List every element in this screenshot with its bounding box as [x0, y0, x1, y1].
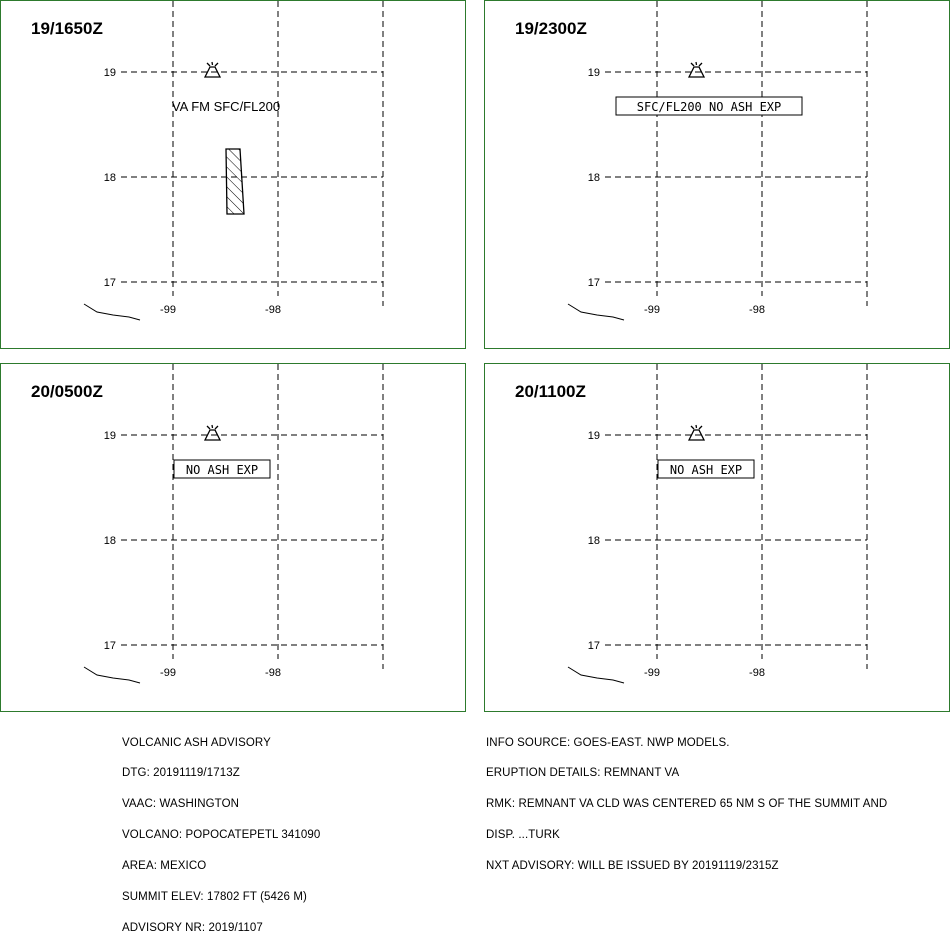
panel-2 [484, 0, 950, 349]
coastline [568, 667, 624, 683]
advisory-line: NXT ADVISORY: WILL BE ISSUED BY 20191119/2315Z [486, 860, 779, 873]
ash-area [226, 149, 244, 214]
advisory-line: VAAC: WASHINGTON [122, 798, 240, 811]
graticule [121, 364, 383, 669]
lat-label-17: 17 [587, 640, 600, 652]
lat-label-18: 18 [103, 172, 116, 184]
panel-label: SFC/FL200 NO ASH EXP [636, 100, 782, 114]
lat-label-19: 19 [587, 67, 600, 79]
advisory-line: AREA: MEXICO [122, 860, 207, 873]
lon-label-99: -99 [160, 304, 176, 316]
lon-label-98: -98 [749, 304, 765, 316]
advisory-line: ADVISORY NR: 2019/1107 [122, 921, 263, 934]
lon-label-99: -99 [644, 667, 660, 679]
advisory-line: DTG: 20191119/1713Z [122, 767, 240, 780]
advisory-line: SUMMIT ELEV: 17802 FT (5426 M) [122, 891, 307, 904]
lat-label-19: 19 [587, 430, 600, 442]
map-4 [485, 364, 950, 713]
coastline [84, 667, 140, 683]
lon-label-98: -98 [265, 304, 281, 316]
volcano-icon [205, 425, 220, 440]
panel-time: 20/0500Z [31, 382, 103, 401]
lon-label-99: -99 [160, 667, 176, 679]
map-2 [485, 1, 950, 350]
advisory-line: DISP. ...TURK [486, 829, 560, 842]
lat-label-17: 17 [103, 277, 116, 289]
coastline [568, 304, 624, 320]
lat-label-18: 18 [103, 535, 116, 547]
lat-label-19: 19 [103, 430, 116, 442]
lon-label-99: -99 [644, 304, 660, 316]
lat-label-18: 18 [587, 172, 600, 184]
map-1 [1, 1, 467, 350]
panel-label: NO ASH EXP [185, 463, 259, 477]
volcano-icon [689, 425, 704, 440]
advisory-line: INFO SOURCE: GOES-EAST. NWP MODELS. [486, 736, 730, 749]
panel-1 [0, 0, 466, 349]
panel-label: NO ASH EXP [669, 463, 743, 477]
graticule [605, 364, 867, 669]
panel-4 [484, 363, 950, 712]
lat-label-17: 17 [587, 277, 600, 289]
panel-3 [0, 363, 466, 712]
lat-label-17: 17 [103, 640, 116, 652]
lon-label-98: -98 [265, 667, 281, 679]
advisory-line: RMK: REMNANT VA CLD WAS CENTERED 65 NM S OF THE SUMMIT AND [486, 798, 888, 811]
panel-time: 20/1100Z [515, 382, 586, 401]
lat-label-18: 18 [587, 535, 600, 547]
advisory-left [122, 717, 320, 944]
advisory-line: ERUPTION DETAILS: REMNANT VA [486, 767, 680, 780]
advisory-line: VOLCANO: POPOCATEPETL 341090 [122, 829, 321, 842]
graticule [121, 1, 383, 306]
map-3 [1, 364, 467, 713]
lon-label-98: -98 [749, 667, 765, 679]
panel-time: 19/2300Z [515, 19, 587, 38]
advisory-line: VOLCANIC ASH ADVISORY [122, 736, 271, 749]
volcano-icon [205, 62, 220, 77]
panel-label: VA FM SFC/FL200 [171, 99, 281, 114]
graticule [605, 1, 867, 306]
advisory-right [486, 717, 887, 882]
coastline [84, 304, 140, 320]
volcano-icon [689, 62, 704, 77]
panel-time: 19/1650Z [31, 19, 103, 38]
lat-label-19: 19 [103, 67, 116, 79]
